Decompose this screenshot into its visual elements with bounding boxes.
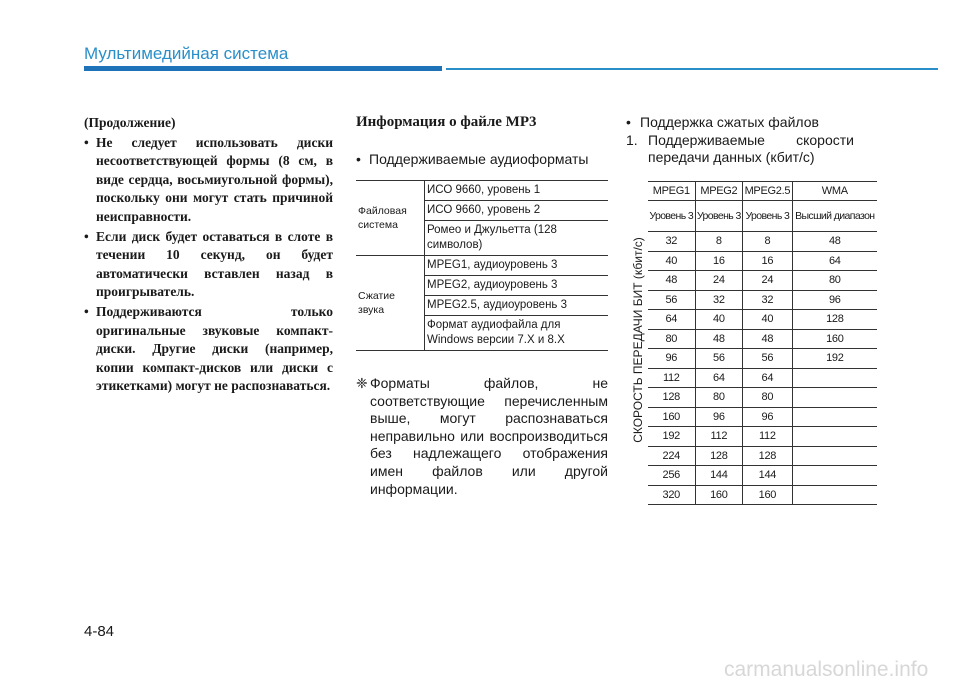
table-cell: 80: [743, 388, 792, 408]
table-row: [648, 329, 877, 349]
table-cell: 64: [792, 251, 877, 271]
list-item: [626, 114, 854, 130]
watermark: carmanualsonline.info: [724, 658, 929, 681]
table-row: [648, 290, 877, 310]
table-row: [648, 232, 877, 252]
table-cell: ИСО 9660, уровень 1: [425, 181, 609, 201]
table-cell: Ромео и Джульетта (128 символов): [425, 221, 609, 256]
continued-label: (Продолжение): [84, 115, 176, 130]
table-cell: 32: [648, 232, 695, 252]
table-cell: 192: [648, 427, 695, 447]
list-item-text: Поддерживаемые аудиоформаты: [369, 151, 589, 167]
table-cell: 56: [695, 349, 743, 369]
column-header: MPEG2.5: [743, 182, 792, 201]
table-cell: 256: [648, 466, 695, 486]
table-cell: 64: [743, 368, 792, 388]
table-cell: 96: [743, 407, 792, 427]
table-cell: 16: [695, 251, 743, 271]
numbered-item-text: Поддерживаемые скорости передачи данных (кбит/с): [648, 132, 854, 165]
table-cell: [792, 388, 877, 408]
bullet-icon: •: [84, 303, 89, 319]
table-cell: 32: [743, 290, 792, 310]
mp3-info-title: Информация о файле МР3: [356, 114, 537, 130]
table-cell: 160: [648, 407, 695, 427]
table-cell: 96: [648, 349, 695, 369]
table-cell: [792, 446, 877, 466]
table-cell: 56: [743, 349, 792, 369]
table-row: [648, 446, 877, 466]
table-row: [648, 349, 877, 369]
item-number: 1.: [626, 132, 638, 148]
table-cell: 160: [743, 485, 792, 505]
page-number: 4-84: [84, 623, 115, 640]
table-row: [648, 407, 877, 427]
right-column: [626, 114, 854, 166]
left-column: [84, 114, 333, 396]
header-rule-dark: [84, 66, 442, 71]
table-cell: [792, 407, 877, 427]
table-row: [648, 251, 877, 271]
bullet-icon: •: [626, 114, 631, 130]
table-cell: 160: [792, 329, 877, 349]
table-cell: 48: [695, 329, 743, 349]
level-header: Уровень 3: [695, 201, 743, 232]
table-cell: MPEG2.5, аудиоуровень 3: [425, 296, 609, 316]
list-item: [84, 303, 333, 396]
table-row: [648, 271, 877, 291]
table-cell: 16: [743, 251, 792, 271]
table-row: [648, 388, 877, 408]
table-cell: 144: [743, 466, 792, 486]
header-rule-light: [446, 68, 938, 70]
table-row: [648, 466, 877, 486]
table-cell: 112: [743, 427, 792, 447]
bitrate-table: [648, 181, 877, 505]
table-cell: 128: [695, 446, 743, 466]
table-cell: 96: [695, 407, 743, 427]
level-header: Уровень 3: [743, 201, 792, 232]
table-row: [648, 310, 877, 330]
table-row: [356, 256, 608, 276]
table-cell: 48: [743, 329, 792, 349]
audio-formats-table: [356, 180, 608, 351]
numbered-item: [626, 132, 854, 166]
table-cell: 24: [743, 271, 792, 291]
bullet-icon: •: [84, 228, 89, 244]
table-cell: 80: [695, 388, 743, 408]
level-header: Высший диапазон: [792, 201, 877, 232]
list-item: [84, 228, 333, 302]
table-cell: 96: [792, 290, 877, 310]
table-row: [356, 181, 608, 201]
table-cell: 48: [792, 232, 877, 252]
table-cell: 112: [648, 368, 695, 388]
table-cell: 40: [695, 310, 743, 330]
table-cell: 224: [648, 446, 695, 466]
bullet-icon: •: [356, 151, 361, 167]
column-header: MPEG1: [648, 182, 695, 201]
table-cell: 128: [743, 446, 792, 466]
table-cell: 128: [792, 310, 877, 330]
table-cell: 40: [743, 310, 792, 330]
middle-column: [356, 114, 608, 498]
table-cell: 40: [648, 251, 695, 271]
table-cell: [792, 368, 877, 388]
table-cell: Формат аудиофайла для Windows версии 7.X и 8.X: [425, 316, 609, 351]
table-cell: 48: [648, 271, 695, 291]
table-row: [648, 485, 877, 505]
list-item: [356, 151, 608, 167]
category-cell: Файловая система: [356, 181, 425, 256]
list-item-text: Не следует использовать диски несоответствующей формы (8 см, в виде сердца, восьмиугольной формы), поскольку они могут стать причиной неисправности.: [96, 134, 333, 224]
table-cell: 320: [648, 485, 695, 505]
table-cell: 8: [743, 232, 792, 252]
note: [356, 375, 608, 498]
level-header: Уровень 3: [648, 201, 695, 232]
list-item-text: Поддерживаются только оригинальные звуковые компакт-диски. Другие диски (например, копии компакт-дисков или диски с этикетками) могут не распознаваться.: [96, 303, 333, 394]
vertical-label-text: СКОРОСТЬ ПЕРЕДАЧИ БИТ (кбит/с): [631, 237, 645, 443]
table-cell: MPEG2, аудиоуровень 3: [425, 276, 609, 296]
list-item: [84, 134, 333, 227]
table-cell: [792, 466, 877, 486]
table-cell: 64: [695, 368, 743, 388]
table-cell: ИСО 9660, уровень 2: [425, 201, 609, 221]
table-cell: 112: [695, 427, 743, 447]
table-subheader-row: [648, 201, 877, 232]
note-icon: ❈: [356, 375, 368, 391]
table-cell: 80: [648, 329, 695, 349]
table-row: [648, 368, 877, 388]
table-header-row: [648, 182, 877, 201]
table-cell: 160: [695, 485, 743, 505]
table-cell: MPEG1, аудиоуровень 3: [425, 256, 609, 276]
column-header: MPEG2: [695, 182, 743, 201]
note-text: Форматы файлов, не соответствующие перечисленным выше, могут распознаваться неправильно или воспроизводиться без надлежащего отображения имен файлов или другой информации.: [370, 375, 608, 497]
table-cell: 8: [695, 232, 743, 252]
list-item-text: Поддержка сжатых файлов: [640, 114, 819, 130]
table-cell: 80: [792, 271, 877, 291]
table-cell: 128: [648, 388, 695, 408]
category-cell: Сжатие звука: [356, 256, 425, 351]
table-cell: 56: [648, 290, 695, 310]
column-header: WMA: [792, 182, 877, 201]
table-cell: 64: [648, 310, 695, 330]
table-cell: 192: [792, 349, 877, 369]
section-title: Мультимедийная система: [84, 44, 289, 63]
table-cell: [792, 485, 877, 505]
table-cell: [792, 427, 877, 447]
table-cell: 24: [695, 271, 743, 291]
table-row: [648, 427, 877, 447]
bullet-icon: •: [84, 134, 89, 150]
bitrate-axis-label: [628, 181, 648, 499]
table-cell: 32: [695, 290, 743, 310]
list-item-text: Если диск будет оставаться в слоте в течении 10 секунд, он будет автоматически вставлен назад в проигрыватель.: [96, 228, 333, 300]
table-cell: 144: [695, 466, 743, 486]
